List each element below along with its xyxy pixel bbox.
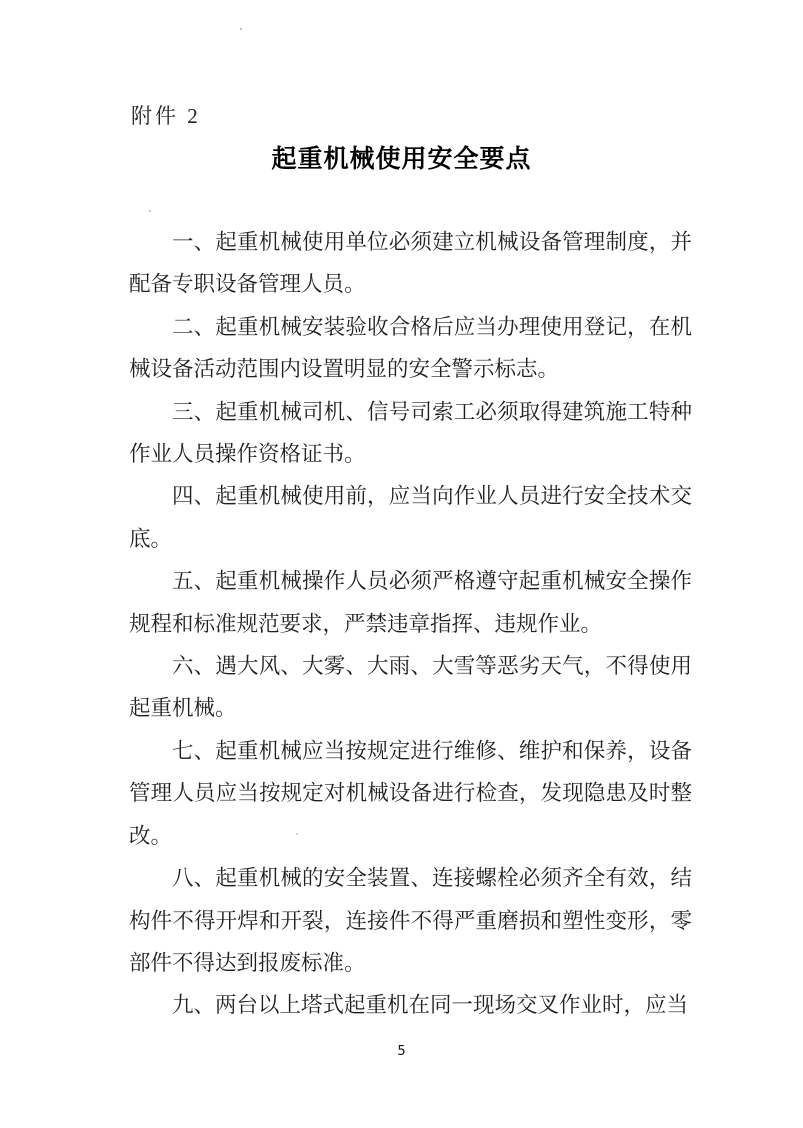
attachment-label: 附件 2: [131, 104, 201, 128]
paragraph-7: 七、起重机械应当按规定进行维修、维护和保养，设备管理人员应当按规定对机械设备进行检查，发现隐患及时整改。: [129, 738, 692, 848]
paragraph-5: 五、起重机械操作人员必须严格遵守起重机械安全操作规程和标准规范要求，严禁违章指挥、违规作业。: [129, 569, 692, 636]
document-title: 起重机械使用安全要点: [271, 145, 532, 173]
paragraph-6: 六、遇大风、大雾、大雨、大雪等恶劣天气，不得使用起重机械。: [129, 654, 692, 721]
paragraph-8: 八、起重机械的安全装置、连接螺栓必须齐全有效，结构件不得开焊和开裂，连接件不得严重磨损和塑性变形，零部件不得达到报废标准。: [129, 866, 692, 975]
paragraph-1: 一、起重机械使用单位必须建立机械设备管理制度，并配备专职设备管理人员。: [129, 230, 692, 297]
paragraph-4: 四、起重机械使用前，应当向作业人员进行安全技术交底。: [129, 484, 692, 551]
page-number: 5: [397, 1044, 406, 1059]
paragraph-2: 二、起重机械安装验收合格后应当办理使用登记，在机械设备活动范围内设置明显的安全警示标志。: [129, 314, 692, 382]
document-body: [129, 221, 692, 1027]
paragraph-3: 三、起重机械司机、信号司索工必须取得建筑施工特种作业人员操作资格证书。: [129, 399, 692, 467]
paragraph-9: 九、两台以上塔式起重机在同一现场交叉作业时，应当: [172, 993, 689, 1018]
